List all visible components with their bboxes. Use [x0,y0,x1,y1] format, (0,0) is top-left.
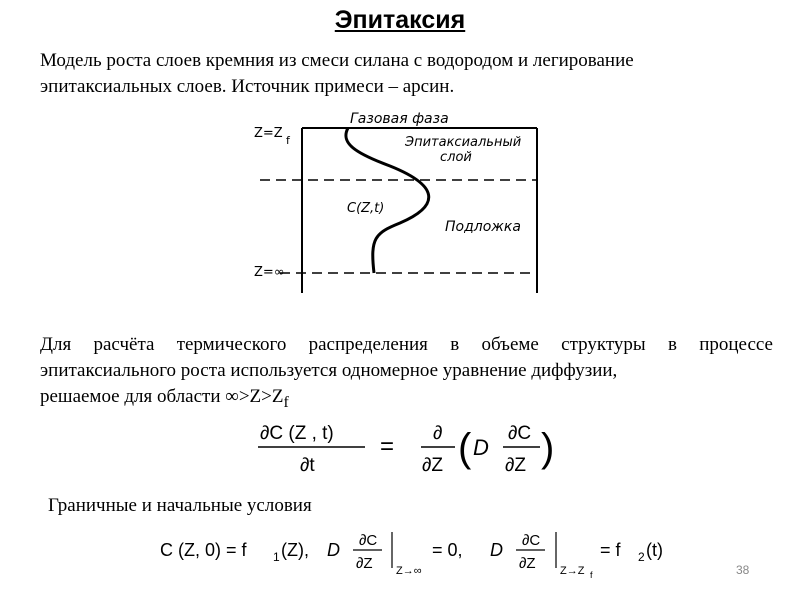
eq2-f2-subscript: 2 [638,550,645,564]
eq2-equals-zero: = 0, [432,540,463,560]
concentration-label: C(Z,t) [347,201,385,216]
substrate-label: Подложка [445,219,521,235]
eq1-inner-denominator: ∂Z [505,455,526,476]
eq1-lhs-denominator: ∂t [300,455,315,476]
boundary-conditions-equation [160,528,680,584]
epitaxy-diagram [240,108,560,298]
eq2-d2: D [490,540,503,560]
zf-subscript: f [283,393,289,411]
eq2-initial-condition: C (Z, 0) = f [160,540,247,560]
eq2-d1: D [327,540,340,560]
boundary-conditions-label: Граничные и начальные условия [48,495,312,516]
diffusion-equation [255,415,555,483]
eq1-rhs-denominator: ∂Z [422,455,443,476]
eq2-frac2-denominator: ∂Z [519,555,536,572]
eq2-limit-2: Z→Z [560,565,585,577]
z-equals-zf-subscript: f [286,134,290,147]
eq2-frac1-numerator: ∂C [359,532,378,549]
epitaxial-layer-label-2: слой [440,150,472,165]
eq1-equals: = [380,433,395,460]
diffusion-paragraph-last-line: решаемое для области $\infty>Z>Z_f$ [40,386,289,411]
intro-paragraph: Модель роста слоев кремния из смеси силана с водородом и легирование эпитаксиальных слоев. Источник примеси – арсин. [40,50,634,97]
eq2-frac1-denominator: ∂Z [356,555,373,572]
eq2-f2-argument: (t) [646,540,663,560]
epitaxial-layer-label: Эпитаксиальный [405,135,522,150]
eq2-limit-1: Z→∞ [396,565,422,577]
z-equals-zf-label: Z=Z [254,126,283,141]
eq2-equals-f2: = f [600,540,621,560]
slide-title: Эпитаксия [334,6,466,34]
eq1-inner-numerator: ∂C [508,423,532,444]
eq1-lhs-numerator: ∂C (Z , t) [260,423,334,444]
diffusion-paragraph-main: Для расчёта термического распределения в объеме структуры в процессе эпитаксиального роста используется одномерное уравнение диффузии, [40,334,773,381]
diffusion-paragraph [40,332,773,416]
eq2-frac2-numerator: ∂C [522,532,541,549]
eq1-paren-close: ) [541,426,555,470]
page-number: 38 [736,563,750,577]
z-equals-infinity-label: Z=∞ [254,265,285,280]
eq2-f1-subscript: 1 [273,550,280,564]
eq1-d-coefficient: D [473,435,489,460]
eq1-rhs-numerator: ∂ [433,423,443,444]
eq1-paren-open: ( [458,426,472,470]
gas-phase-label: Газовая фаза [350,111,449,127]
eq2-f1-argument: (Z), [281,540,309,560]
eq2-limit-2-subscript: f [590,570,593,580]
